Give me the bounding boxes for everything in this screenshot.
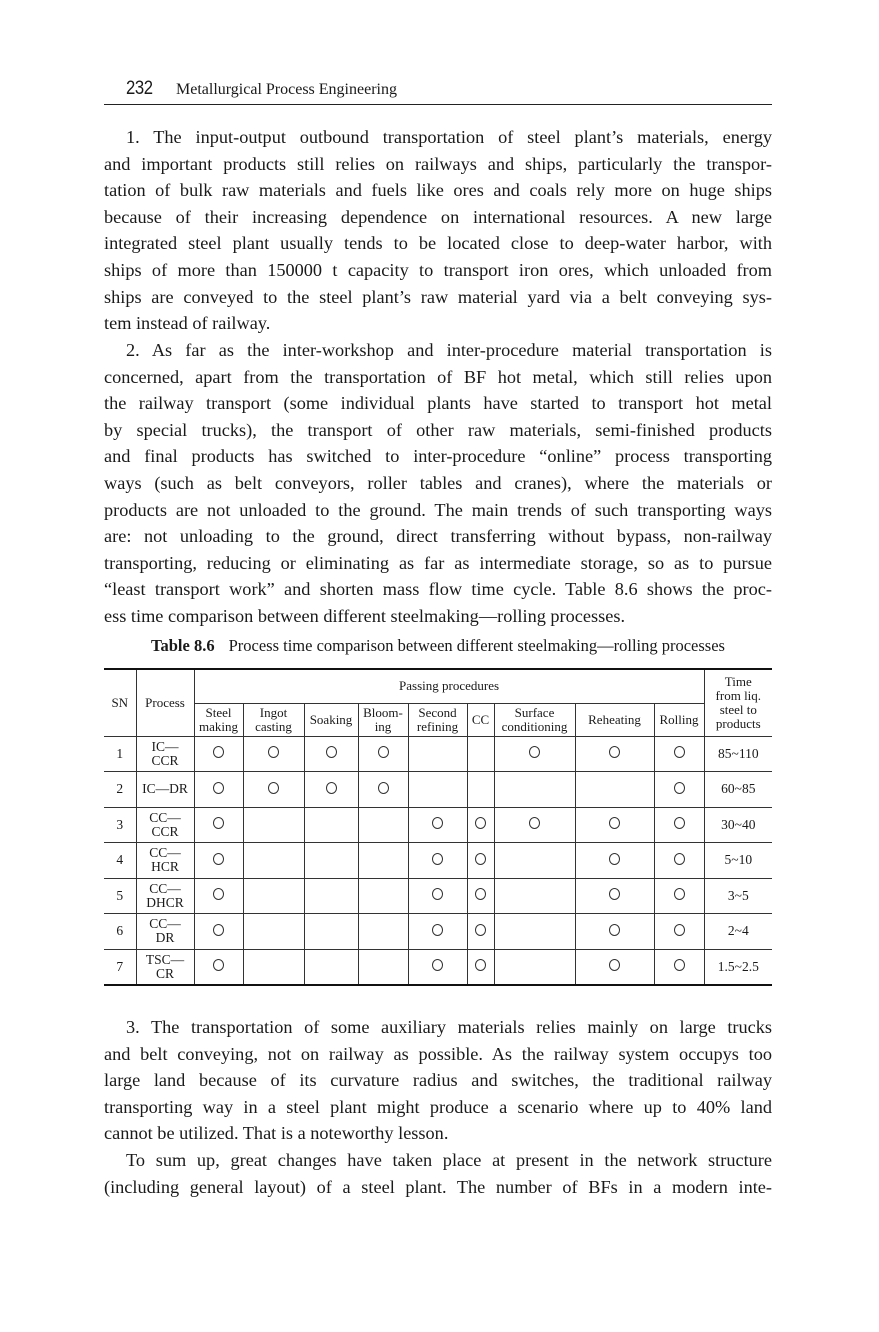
page-number: 232 bbox=[126, 78, 153, 99]
cell-procedure bbox=[494, 807, 575, 843]
process-time-table bbox=[104, 668, 772, 986]
cell-time: 60~85 bbox=[704, 772, 772, 808]
process-line: CC— bbox=[149, 916, 181, 932]
cell-procedure bbox=[358, 949, 408, 985]
text-line: tem instead of railway. bbox=[104, 313, 271, 334]
header-procedure-line: Soaking bbox=[309, 711, 353, 727]
cell-procedure bbox=[194, 878, 243, 914]
cell-procedure bbox=[467, 914, 494, 950]
cell-procedure bbox=[408, 843, 467, 879]
circle-mark-icon bbox=[213, 959, 224, 971]
cell-procedure bbox=[304, 736, 358, 772]
cell-procedure bbox=[243, 878, 304, 914]
circle-mark-icon bbox=[609, 817, 620, 829]
header-procedure bbox=[304, 703, 358, 736]
circle-mark-icon bbox=[674, 853, 685, 865]
cell-procedure bbox=[304, 772, 358, 808]
cell-procedure bbox=[194, 807, 243, 843]
header-procedure-line: conditioning bbox=[501, 718, 568, 734]
cell-procedure bbox=[494, 736, 575, 772]
process-line: CCR bbox=[151, 752, 179, 768]
cell-procedure bbox=[575, 772, 654, 808]
cell-procedure bbox=[408, 914, 467, 950]
text-line: concerned, apart from the transportation of BF hot metal, which still relies upon bbox=[104, 366, 772, 387]
cell-process bbox=[136, 949, 194, 985]
text-line: by special trucks), the transport of other raw materials, semi-finished products bbox=[104, 419, 772, 440]
circle-mark-icon bbox=[213, 853, 224, 865]
cell-time: 30~40 bbox=[704, 807, 772, 843]
circle-mark-icon bbox=[326, 782, 337, 794]
cell-procedure bbox=[243, 807, 304, 843]
header-procedure-line: Reheating bbox=[588, 711, 641, 727]
header-procedure-line: Bloom- bbox=[363, 704, 403, 720]
cell-procedure bbox=[408, 807, 467, 843]
header-procedure bbox=[408, 703, 467, 736]
text-line: 3. The transportation of some auxiliary materials relies mainly on large trucks bbox=[126, 1017, 772, 1037]
table-row bbox=[104, 736, 772, 772]
circle-mark-icon bbox=[609, 959, 620, 971]
cell-procedure bbox=[467, 878, 494, 914]
cell-procedure bbox=[408, 772, 467, 808]
cell-procedure bbox=[575, 807, 654, 843]
header-time-line: steel to bbox=[719, 701, 757, 717]
circle-mark-icon bbox=[674, 746, 685, 758]
header-procedure-line: Surface bbox=[514, 704, 555, 720]
cell-sn: 5 bbox=[104, 878, 136, 914]
cell-procedure bbox=[575, 914, 654, 950]
table-row bbox=[104, 949, 772, 985]
running-header bbox=[104, 78, 772, 105]
header-procedure bbox=[243, 703, 304, 736]
cell-process bbox=[136, 878, 194, 914]
cell-procedure bbox=[304, 878, 358, 914]
process-line: IC—DR bbox=[142, 781, 188, 797]
table-caption bbox=[104, 636, 772, 656]
cell-sn: 1 bbox=[104, 736, 136, 772]
circle-mark-icon bbox=[378, 782, 389, 794]
header-procedure-line: Rolling bbox=[659, 711, 699, 727]
cell-procedure bbox=[494, 878, 575, 914]
paragraph-4 bbox=[104, 1147, 772, 1200]
cell-process bbox=[136, 843, 194, 879]
circle-mark-icon bbox=[432, 924, 443, 936]
cell-sn: 6 bbox=[104, 914, 136, 950]
circle-mark-icon bbox=[674, 817, 685, 829]
cell-time: 5~10 bbox=[704, 843, 772, 879]
circle-mark-icon bbox=[674, 959, 685, 971]
paragraph-3 bbox=[104, 1014, 772, 1147]
cell-procedure bbox=[467, 843, 494, 879]
cell-process bbox=[136, 736, 194, 772]
cell-procedure bbox=[654, 843, 704, 879]
cell-procedure bbox=[243, 949, 304, 985]
cell-procedure bbox=[194, 772, 243, 808]
cell-procedure bbox=[304, 807, 358, 843]
header-time-line: Time bbox=[724, 673, 752, 689]
header-process: Process bbox=[136, 669, 194, 736]
circle-mark-icon bbox=[213, 924, 224, 936]
header-procedure bbox=[575, 703, 654, 736]
circle-mark-icon bbox=[268, 782, 279, 794]
circle-mark-icon bbox=[268, 746, 279, 758]
cell-procedure bbox=[494, 772, 575, 808]
cell-procedure bbox=[467, 772, 494, 808]
paragraph-1 bbox=[104, 124, 772, 337]
circle-mark-icon bbox=[475, 817, 486, 829]
text-line: large land because of its curvature radius and switches, the traditional railway bbox=[104, 1070, 772, 1091]
table-caption-text: Process time comparison between different steelmaking—rolling processes bbox=[228, 636, 725, 655]
text-line: and belt conveying, not on railway as possible. As the railway system occupys too bbox=[104, 1043, 772, 1064]
cell-procedure bbox=[304, 914, 358, 950]
cell-procedure bbox=[304, 949, 358, 985]
circle-mark-icon bbox=[609, 888, 620, 900]
cell-procedure bbox=[304, 843, 358, 879]
cell-procedure bbox=[494, 843, 575, 879]
cell-process bbox=[136, 807, 194, 843]
table-row bbox=[104, 878, 772, 914]
process-line: CC— bbox=[149, 880, 181, 896]
text-line: because of their increasing dependence on international resources. A new large bbox=[104, 206, 772, 227]
circle-mark-icon bbox=[475, 853, 486, 865]
cell-procedure bbox=[575, 949, 654, 985]
cell-procedure bbox=[408, 878, 467, 914]
circle-mark-icon bbox=[432, 817, 443, 829]
table-row bbox=[104, 772, 772, 808]
text-line: 1. The input-output outbound transportation of steel plant’s materials, energy bbox=[126, 127, 772, 147]
cell-time: 3~5 bbox=[704, 878, 772, 914]
cell-procedure bbox=[194, 843, 243, 879]
header-sn: SN bbox=[104, 669, 136, 736]
circle-mark-icon bbox=[432, 888, 443, 900]
header-procedure bbox=[654, 703, 704, 736]
table-row bbox=[104, 914, 772, 950]
header-procedure bbox=[467, 703, 494, 736]
cell-process bbox=[136, 914, 194, 950]
cell-procedure bbox=[494, 914, 575, 950]
circle-mark-icon bbox=[432, 959, 443, 971]
header-procedure-line: making bbox=[199, 718, 238, 734]
table-label: Table 8.6 bbox=[151, 636, 215, 655]
cell-procedure bbox=[243, 914, 304, 950]
header-passing-procedures: Passing procedures bbox=[194, 669, 704, 703]
cell-time: 2~4 bbox=[704, 914, 772, 950]
text-line: transporting, reducing or eliminating as far as intermediate storage, so as to pursue bbox=[104, 552, 772, 573]
cell-procedure bbox=[358, 878, 408, 914]
header-procedure bbox=[358, 703, 408, 736]
header-procedure-line: ing bbox=[374, 718, 392, 734]
text-line: 2. As far as the inter-workshop and inter-procedure material transportation is bbox=[126, 340, 772, 360]
cell-procedure bbox=[408, 736, 467, 772]
text-line: ways (such as belt conveyors, roller tables and cranes), where the materials or bbox=[104, 472, 772, 493]
circle-mark-icon bbox=[609, 746, 620, 758]
table-row bbox=[104, 843, 772, 879]
cell-procedure bbox=[358, 807, 408, 843]
circle-mark-icon bbox=[475, 959, 486, 971]
text-line: integrated steel plant usually tends to be located close to deep-water harbor, with bbox=[104, 233, 772, 254]
cell-procedure bbox=[654, 807, 704, 843]
circle-mark-icon bbox=[213, 888, 224, 900]
circle-mark-icon bbox=[326, 746, 337, 758]
text-line: To sum up, great changes have taken place at present in the network structure bbox=[126, 1150, 772, 1170]
text-line: tation of bulk raw materials and fuels like ores and coals rely more on huge ships bbox=[104, 180, 772, 201]
circle-mark-icon bbox=[609, 853, 620, 865]
cell-procedure bbox=[575, 878, 654, 914]
text-line: transporting way in a steel plant might produce a scenario where up to 40% land bbox=[104, 1096, 772, 1117]
cell-procedure bbox=[358, 843, 408, 879]
header-procedure-line: Second bbox=[418, 704, 457, 720]
running-title: Metallurgical Process Engineering bbox=[176, 81, 397, 98]
text-line: ships of more than 150000 t capacity to transport iron ores, which unloaded from bbox=[104, 259, 772, 280]
header-procedure-line: CC bbox=[471, 711, 490, 727]
cell-sn: 2 bbox=[104, 772, 136, 808]
process-line: TSC— bbox=[145, 951, 185, 967]
cell-procedure bbox=[243, 772, 304, 808]
process-line: CR bbox=[155, 965, 174, 981]
process-line: CC— bbox=[149, 845, 181, 861]
cell-procedure bbox=[243, 843, 304, 879]
header-procedure-line: casting bbox=[255, 718, 292, 734]
circle-mark-icon bbox=[213, 746, 224, 758]
text-line: and final products has switched to inter-procedure “online” process transporting bbox=[104, 446, 772, 467]
text-line: and important products still relies on railways and ships, particularly the transpor- bbox=[104, 153, 772, 174]
circle-mark-icon bbox=[213, 817, 224, 829]
cell-time: 1.5~2.5 bbox=[704, 949, 772, 985]
cell-sn: 3 bbox=[104, 807, 136, 843]
circle-mark-icon bbox=[674, 924, 685, 936]
text-line: the railway transport (some individual plants have started to transport hot metal bbox=[104, 393, 772, 414]
cell-procedure bbox=[194, 914, 243, 950]
cell-procedure bbox=[494, 949, 575, 985]
cell-procedure bbox=[408, 949, 467, 985]
circle-mark-icon bbox=[432, 853, 443, 865]
cell-procedure bbox=[358, 736, 408, 772]
circle-mark-icon bbox=[529, 817, 540, 829]
cell-procedure bbox=[654, 914, 704, 950]
cell-procedure bbox=[194, 949, 243, 985]
process-line: IC— bbox=[151, 738, 179, 754]
header-procedure-line: Ingot bbox=[259, 704, 288, 720]
cell-procedure bbox=[467, 807, 494, 843]
header-time-line: products bbox=[715, 715, 761, 731]
circle-mark-icon bbox=[475, 924, 486, 936]
cell-procedure bbox=[467, 736, 494, 772]
circle-mark-icon bbox=[609, 924, 620, 936]
cell-procedure bbox=[243, 736, 304, 772]
cell-procedure bbox=[467, 949, 494, 985]
text-line: (including general layout) of a steel plant. The number of BFs in a modern inte- bbox=[104, 1176, 772, 1197]
cell-procedure bbox=[575, 736, 654, 772]
cell-procedure bbox=[358, 772, 408, 808]
circle-mark-icon bbox=[213, 782, 224, 794]
circle-mark-icon bbox=[475, 888, 486, 900]
header-procedure bbox=[194, 703, 243, 736]
text-line: “least transport work” and shorten mass flow time cycle. Table 8.6 shows the proc- bbox=[104, 579, 772, 600]
process-line: CC— bbox=[149, 809, 181, 825]
text-line: ships are conveyed to the steel plant’s raw material yard via a belt conveying sys- bbox=[104, 286, 772, 307]
cell-process bbox=[136, 772, 194, 808]
circle-mark-icon bbox=[529, 746, 540, 758]
table-row bbox=[104, 807, 772, 843]
cell-procedure bbox=[654, 772, 704, 808]
text-line: ess time comparison between different steelmaking—rolling processes. bbox=[104, 605, 626, 626]
header-time bbox=[704, 669, 772, 736]
circle-mark-icon bbox=[674, 888, 685, 900]
process-line: CCR bbox=[151, 823, 179, 839]
paragraph-2 bbox=[104, 337, 772, 630]
cell-procedure bbox=[358, 914, 408, 950]
cell-procedure bbox=[575, 843, 654, 879]
header-procedure-line: Steel bbox=[205, 704, 232, 720]
process-line: DHCR bbox=[146, 894, 184, 910]
cell-procedure bbox=[654, 878, 704, 914]
text-line: products are not unloaded to the ground. The main trends of such transporting ways bbox=[104, 499, 772, 520]
cell-procedure bbox=[654, 736, 704, 772]
cell-sn: 4 bbox=[104, 843, 136, 879]
process-line: HCR bbox=[151, 859, 179, 875]
circle-mark-icon bbox=[674, 782, 685, 794]
text-line: cannot be utilized. That is a noteworthy lesson. bbox=[104, 1123, 449, 1144]
header-time-line: from liq. bbox=[715, 687, 762, 703]
process-line: DR bbox=[155, 930, 175, 946]
cell-procedure bbox=[194, 736, 243, 772]
cell-sn: 7 bbox=[104, 949, 136, 985]
header-procedure bbox=[494, 703, 575, 736]
cell-time: 85~110 bbox=[704, 736, 772, 772]
text-line: are: not unloading to the ground, direct transferring without bypass, non-railway bbox=[104, 526, 772, 547]
circle-mark-icon bbox=[378, 746, 389, 758]
cell-procedure bbox=[654, 949, 704, 985]
header-procedure-line: refining bbox=[416, 718, 459, 734]
